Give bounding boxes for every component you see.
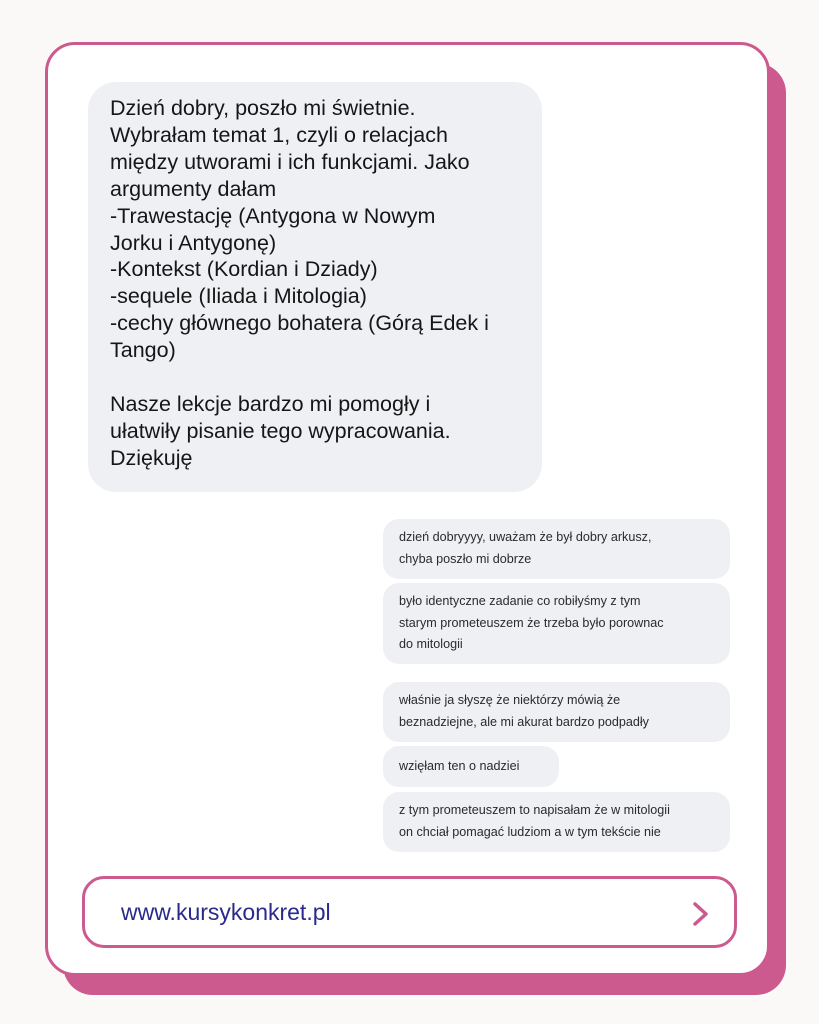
website-url[interactable]: www.kursykonkret.pl: [121, 899, 331, 925]
chat-message: właśnie ja słyszę że niektórzy mówią że beznadziejne, ale mi akurat bardzo podpadły: [383, 682, 730, 742]
chevron-right-icon[interactable]: [690, 901, 712, 927]
main-message-bubble: Dzień dobry, poszło mi świetnie. Wybrałam temat 1, czyli o relacjach między utworami i ich funkcjami. Jako argumenty dałam -Trawestację (Antygona w Nowym Jorku i Antygonę) -Kontekst (Kordian i Dziady) -sequele (Iliada i Mitologia) -cechy głównego bohatera (Górą Edek i Tango) Nasze lekcje bardzo mi pomogły i ułatwiły pisanie tego wypracowania. Dziękuję: [88, 82, 542, 492]
website-link-bar[interactable]: [82, 876, 737, 948]
chat-message: było identyczne zadanie co robiłyśmy z tym starym prometeuszem że trzeba było porownac do mitologii: [383, 583, 730, 664]
chat-message: wzięłam ten o nadziei: [383, 746, 559, 787]
chat-message: dzień dobryyyy, uważam że był dobry arkusz, chyba poszło mi dobrze: [383, 519, 730, 579]
chat-message: z tym prometeuszem to napisałam że w mitologii on chciał pomagać ludziom a w tym tekście nie: [383, 792, 730, 852]
